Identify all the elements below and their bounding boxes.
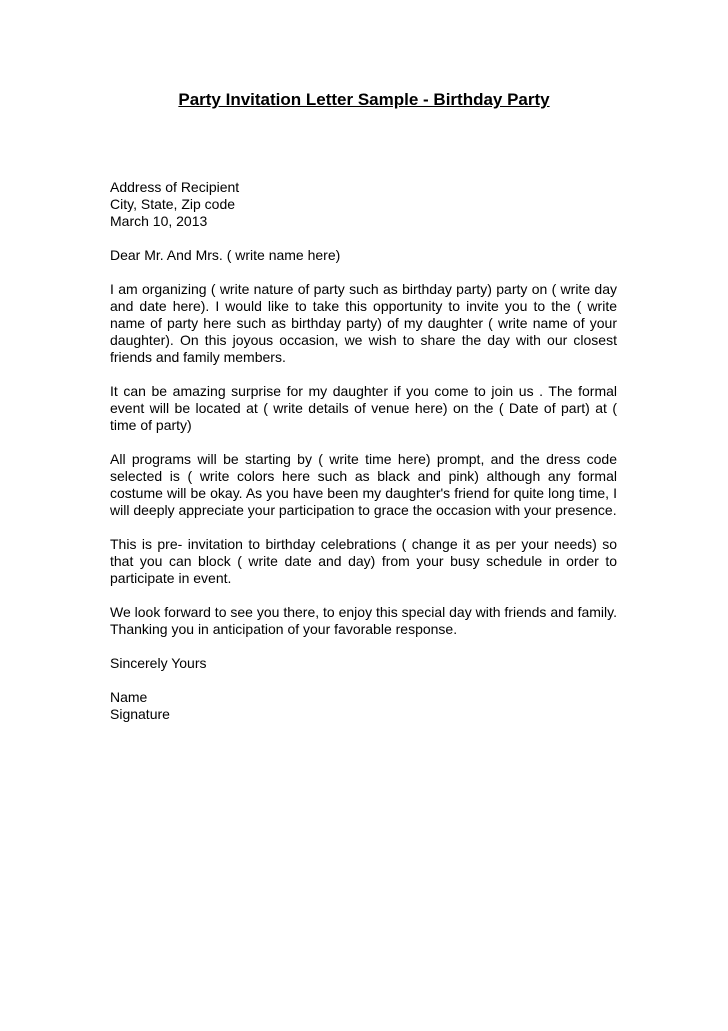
spacer [110, 638, 617, 655]
paragraph-2: It can be amazing surprise for my daughter if you come to join us . The formal event will be located at ( write details of venue here) on the ( Date of part) at ( time of party) [110, 383, 617, 433]
recipient-address-block [110, 179, 617, 230]
letter-date: March 10, 2013 [110, 213, 208, 229]
sender-name: Name [110, 689, 148, 705]
paragraph-5: We look forward to see you there, to enjoy this special day with friends and family. Thanking you in anticipation of your favorable response. [110, 604, 617, 637]
salutation: Dear Mr. And Mrs. ( write name here) [110, 247, 341, 263]
spacer [110, 587, 617, 604]
closing: Sincerely Yours [110, 655, 207, 671]
spacer [110, 672, 617, 689]
sender-signature: Signature [110, 706, 170, 722]
spacer [110, 434, 617, 451]
recipient-address: Address of Recipient [110, 179, 240, 195]
recipient-city-state-zip: City, State, Zip code [110, 196, 236, 212]
paragraph-4: This is pre- invitation to birthday celebrations ( change it as per your needs) so that you can block ( write date and day) from your busy schedule in order to participate in event. [110, 536, 617, 586]
spacer [110, 366, 617, 383]
spacer [110, 230, 617, 247]
paragraph-1: I am organizing ( write nature of party such as birthday party) party on ( write day and date here). I would like to take this opportunity to invite you to the ( write name of party here such as birthday party) of my daughter ( write name of your daughter). On this joyous occasion, we wish to share the day with our closest friends and family members. [110, 281, 617, 365]
spacer [110, 519, 617, 536]
letter-title: Party Invitation Letter Sample - Birthday Party [178, 90, 550, 109]
signature-block [110, 689, 617, 723]
letter-body [110, 179, 617, 723]
spacer [110, 264, 617, 281]
paragraph-3: All programs will be starting by ( write time here) prompt, and the dress code selected is ( write colors here such as black and pink) although any formal costume will be okay. As you have been my daughter's friend for quite long time, I will deeply appreciate your participation to grace the occasion with your presence. [110, 451, 617, 518]
